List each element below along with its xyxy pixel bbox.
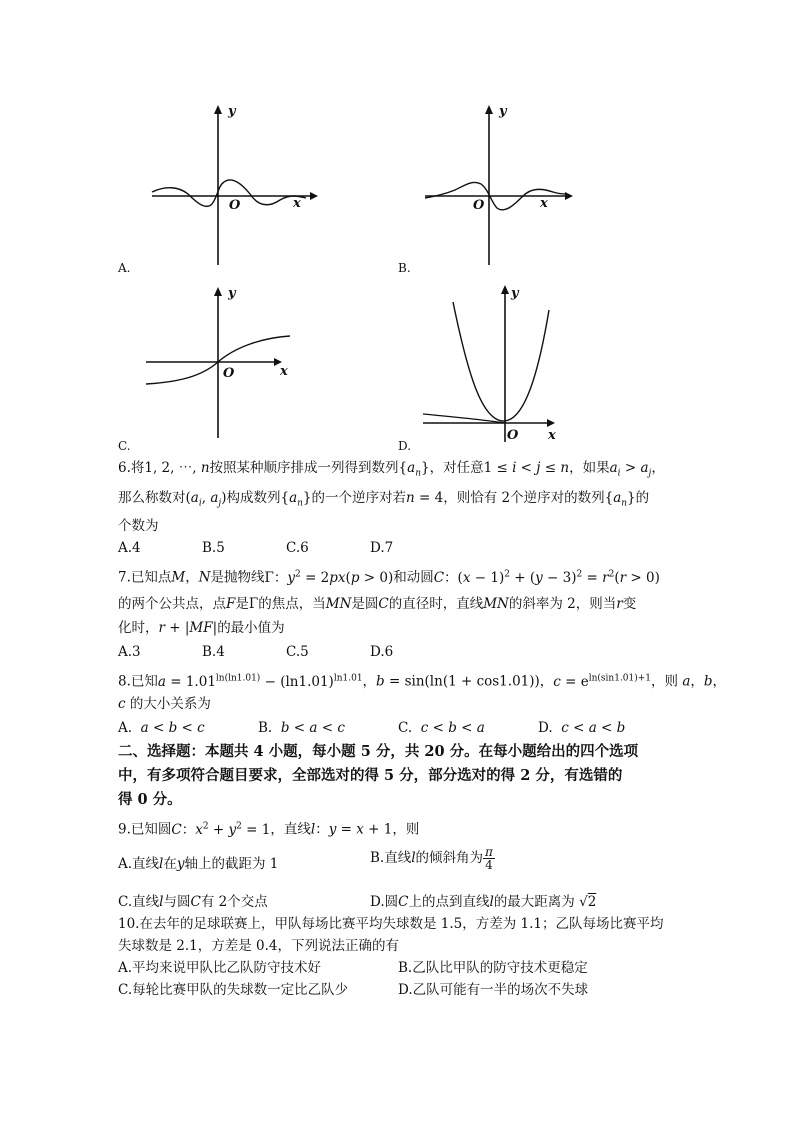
q8-option-a: A. a < b < c bbox=[118, 720, 205, 736]
q8-line2: c 的大小关系为 bbox=[118, 696, 211, 712]
q9-math-circle: C：$x^2 + y^2 = 1$ bbox=[171, 821, 271, 838]
graph-c-x-label: x bbox=[280, 364, 288, 379]
q9-fraction-pi-over-4: $\frac{\pi}{4}$ bbox=[485, 845, 493, 872]
q6-line1: 6.将1, 2, ⋯, n按照某种顺序排成一列得到数列$\{a_n\}$，对任意1 ≤ i < j ≤ n，如果$a_i > a_j$， bbox=[118, 460, 665, 479]
graph-d-y-label: y bbox=[511, 286, 519, 301]
q6-option-b: B.5 bbox=[202, 540, 225, 556]
graph-c-label: C. bbox=[118, 439, 131, 453]
q6-option-c: C.6 bbox=[286, 540, 309, 556]
q9-option-d: D.圆C上的点到直线l的最大距离为 √2 bbox=[370, 894, 597, 910]
graph-b-x-label: x bbox=[540, 196, 548, 211]
q6-option-a: A.4 bbox=[118, 540, 141, 556]
graph-a-label: A. bbox=[118, 261, 131, 275]
q7-math-circle: C：$(x - 1)^2 + (y - 3)^2 = r^2(r > 0)$ bbox=[433, 569, 660, 586]
graph-c-origin: O bbox=[223, 366, 235, 381]
q9-option-c: C.直线l与圆C有 2个交点 bbox=[118, 894, 268, 910]
graph-d-origin: O bbox=[507, 428, 519, 443]
graph-a-origin: O bbox=[229, 198, 241, 213]
q10-line2: 失球数是 2.1，方差是 0.4，下列说法正确的有 bbox=[118, 938, 400, 954]
graph-d-label: D. bbox=[398, 439, 412, 453]
q9-option-a: A.直线l在y轴上的截距为 1 bbox=[118, 856, 279, 872]
section2-line3: 得 0 分。 bbox=[118, 791, 182, 808]
q8-math-c: $c = e^{ln(sin1.01)+1}$ bbox=[553, 673, 652, 690]
q9-math-line: l：y = x + 1 bbox=[310, 821, 393, 838]
q8-math-a: $a = 1.01^{ln(ln1.01)} - (\ln 1.01)^{ln1.01}$ bbox=[157, 673, 363, 690]
q10-option-c: C.每轮比赛甲队的失球数一定比乙队少 bbox=[118, 982, 349, 998]
q9-option-b: B.直线l的倾斜角为 $\frac{\pi}{4}$ bbox=[370, 845, 493, 872]
q6-math-pair: ($a_i$, $a_j$) bbox=[185, 490, 227, 509]
q7-option-a: A.3 bbox=[118, 644, 141, 660]
graph-d-x-label: x bbox=[548, 428, 556, 443]
section2-line1: 二、选择题：本题共 4 小题，每小题 5 分，共 20 分。在每小题给出的四个选项 bbox=[118, 743, 639, 760]
q8-line1: 8.已知$a = 1.01^{ln(ln1.01)} - (\ln 1.01)^{ln1.01}$，b = sin(ln(1 + cos1.01))，$c = e^{ln(sin1.01)+1}$，则 a，b， bbox=[118, 673, 727, 690]
q10-option-d: D.乙队可能有一半的场次不失球 bbox=[398, 982, 589, 998]
q6-math-range: 1 ≤ i < j ≤ n bbox=[483, 460, 570, 476]
graph-b-y-label: y bbox=[499, 104, 507, 119]
graph-a bbox=[140, 100, 330, 270]
graph-b bbox=[415, 100, 605, 270]
q7-line1: 7.已知点M，N是抛物线Γ：$y^2 = 2px(p > 0)$和动圆C：$(x - 1)^2 + (y - 3)^2 = r^2(r > 0)$ bbox=[118, 569, 660, 586]
q8-option-b: B. b < a < c bbox=[258, 720, 345, 736]
graph-a-y-label: y bbox=[228, 104, 236, 119]
q6-line3: 个数为 bbox=[118, 518, 159, 534]
graph-b-origin: O bbox=[473, 198, 485, 213]
graph-c bbox=[140, 280, 310, 440]
q7-option-c: C.5 bbox=[286, 644, 309, 660]
q7-option-b: B.4 bbox=[202, 644, 225, 660]
q6-line2: 那么称数对($a_i$, $a_j$)构成数列$\{a_n\}$的一个逆序对若n = 4，则恰有 2个逆序对的数列$\{a_n\}$的 bbox=[118, 490, 650, 509]
q8-option-c: C. c < b < a bbox=[398, 720, 485, 736]
q10-line1: 10.在去年的足球联赛上，甲队每场比赛平均失球数是 1.5，方差为 1.1；乙队每场比赛平均 bbox=[118, 916, 664, 932]
q7-option-d: D.6 bbox=[370, 644, 394, 660]
q6-math-seq: 1, 2, ⋯, n bbox=[144, 460, 210, 476]
q7-line2: 的两个公共点，点F是Γ的焦点，当MN是圆C的直径时，直线MN的斜率为 2，则当r变 bbox=[118, 596, 637, 612]
q8-math-b: b = sin(ln(1 + cos1.01)) bbox=[376, 673, 540, 690]
q10-option-b: B.乙队比甲队的防守技术更稳定 bbox=[398, 960, 588, 976]
section2-line2: 中，有多项符合题目要求，全部选对的得 5 分，部分选对的得 2 分，有选错的 bbox=[118, 767, 623, 784]
q6-option-d: D.7 bbox=[370, 540, 394, 556]
q10-option-a: A.平均来说甲队比乙队防守技术好 bbox=[118, 960, 322, 976]
q8-option-d: D. c < a < b bbox=[538, 720, 626, 736]
graph-d bbox=[415, 280, 575, 445]
q7-line3: 化时，r + |MF|的最小值为 bbox=[118, 620, 285, 636]
graph-a-x-label: x bbox=[293, 196, 301, 211]
q9-line1: 9.已知圆C：$x^2 + y^2 = 1$，直线l：y = x + 1，则 bbox=[118, 821, 420, 838]
q7-math-expr: r + |MF| bbox=[158, 620, 218, 636]
graph-b-label: B. bbox=[398, 261, 411, 275]
q9-sqrt-2: √2 bbox=[579, 894, 597, 910]
q6-math-an: $\{a_n\}$ bbox=[398, 460, 430, 479]
graph-c-y-label: y bbox=[228, 286, 236, 301]
q6-math-cond: $a_i > a_j$ bbox=[609, 460, 652, 479]
q7-math-parabola: Γ：$y^2 = 2px(p > 0)$ bbox=[264, 569, 394, 586]
